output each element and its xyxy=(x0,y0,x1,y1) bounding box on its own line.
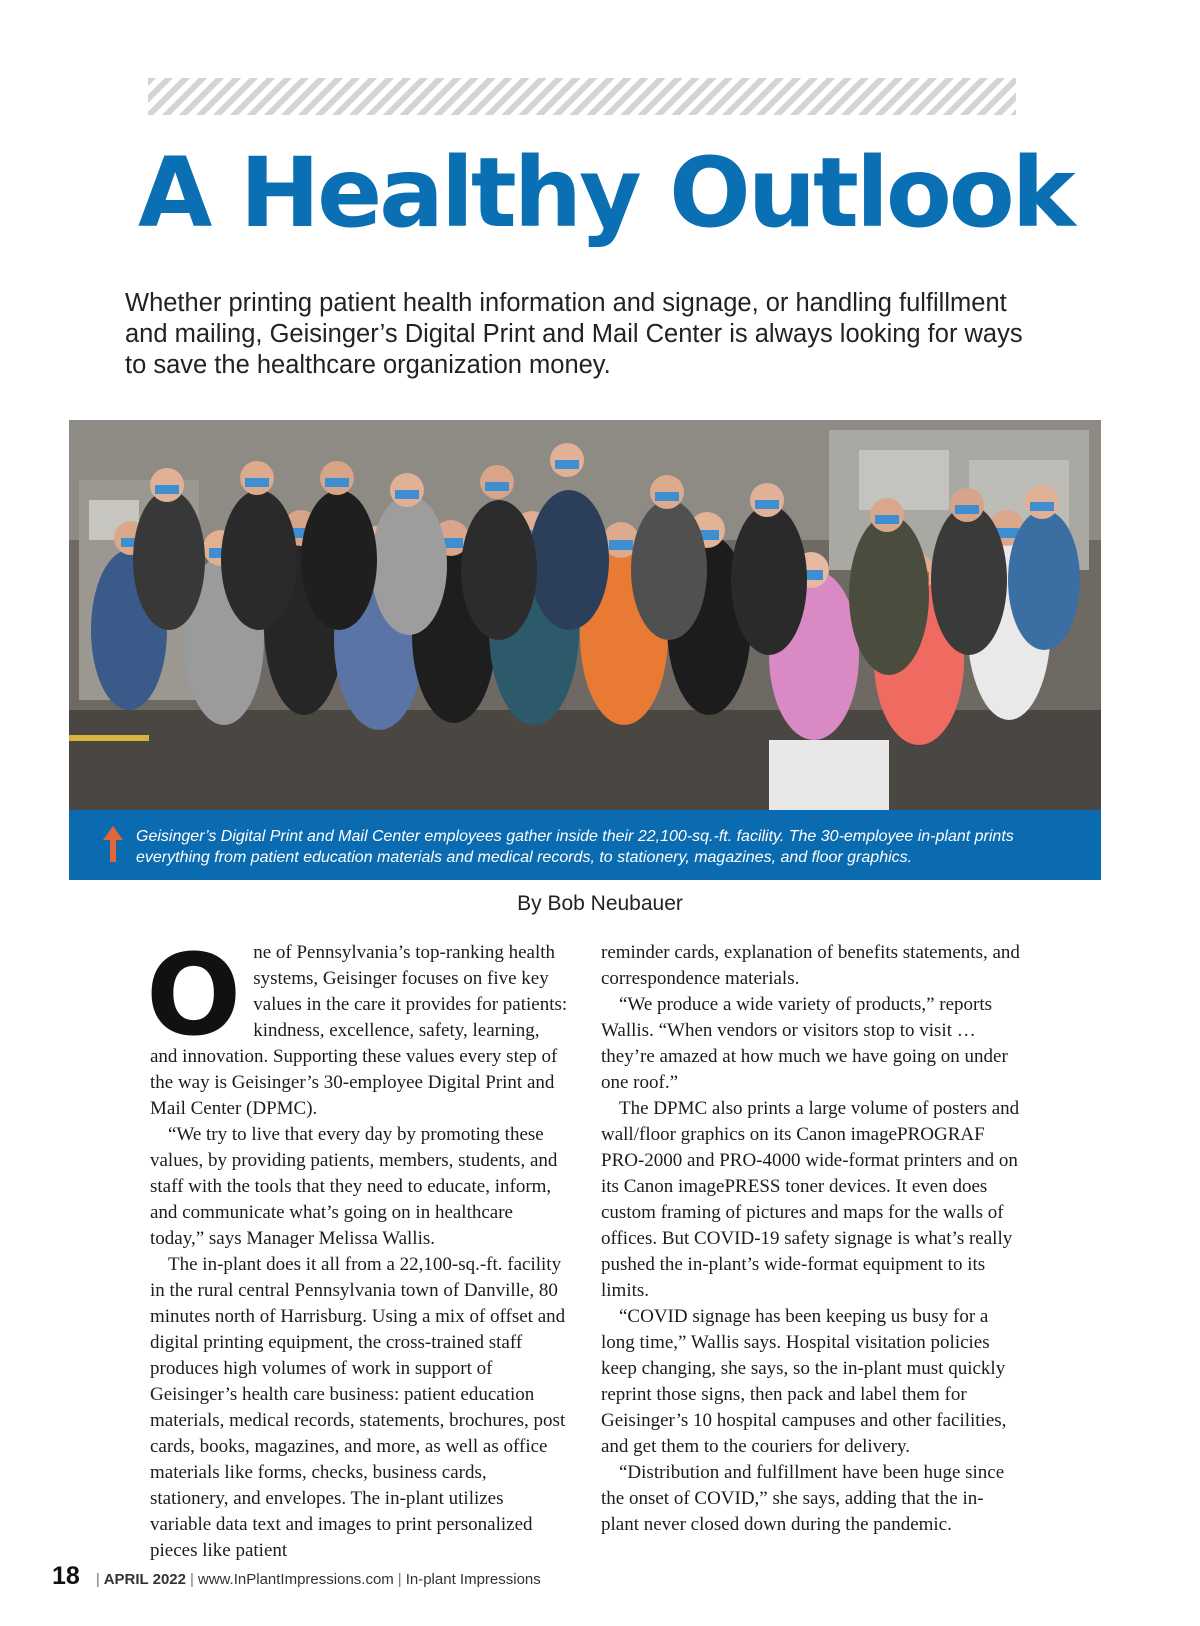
photo-caption-bar xyxy=(69,810,1101,880)
body-paragraph: “Distribution and fulfillment have been huge since the onset of COVID,” she says, adding that the in-plant never closed down during the pandemic. xyxy=(601,1462,1005,1535)
decorative-stripe-bar xyxy=(148,78,1016,115)
page-number: 18 xyxy=(52,1562,80,1590)
footer-separator: | xyxy=(95,1571,100,1588)
publication-name: In-plant Impressions xyxy=(405,1571,541,1588)
body-paragraph: “We produce a wide variety of products,” reports Wallis. “When vendors or visitors stop to visit … they’re amazed at how much we have going on under one roof.” xyxy=(601,994,1008,1093)
article-deck: Whether printing patient health information and signage, or handling fulfillment and mailing, Geisinger’s Digital Print and Mail Center is always looking for ways to save the healthcare organization money. xyxy=(125,289,1023,379)
group-photo xyxy=(69,420,1101,810)
body-paragraph: One of Pennsylvania’s top-ranking health systems, Geisinger focuses on five key values in the care it provides for patients: kindness, excellence, safety, learning, and innovation. Supporting these values every step of the way is Geisinger’s 30-employee Digital Print and Mail Center (DPMC). xyxy=(146,931,568,1119)
byline: By Bob Neubauer xyxy=(517,892,683,915)
page-footer xyxy=(52,1562,541,1591)
article-column-left xyxy=(146,931,568,1564)
website-link[interactable]: www.InPlantImpressions.com xyxy=(197,1571,394,1588)
body-paragraph: “We try to live that every day by promoting these values, by providing patients, members, students, and staff with the tools that they need to educate, inform, and communicate what’s going on in healthcare today,” says Manager Melissa Wallis. xyxy=(150,1124,558,1249)
body-paragraph: reminder cards, explanation of benefits statements, and correspondence materials. xyxy=(601,942,1020,989)
body-paragraph: The DPMC also prints a large volume of posters and wall/floor graphics on its Canon imagePROGRAF PRO-2000 and PRO-4000 wide-format printers and on its Canon imagePRESS toner devices. It even does custom framing of pictures and maps for the walls of offices. But COVID-19 safety signage is what’s really pushed the in-plant’s wide-format equipment to its limits. xyxy=(601,1098,1020,1301)
photo-caption: Geisinger’s Digital Print and Mail Center employees gather inside their 22,100-sq.-ft. facility. The 30-employee in-plant prints everything from patient education materials and medical records, to stationery, magazines, and floor graphics. xyxy=(136,828,1014,866)
article-title: A Healthy Outlook xyxy=(138,137,1073,249)
up-arrow-icon xyxy=(101,824,125,864)
footer-separator: | xyxy=(397,1571,402,1588)
issue-date: APRIL 2022 xyxy=(103,1571,186,1588)
drop-cap: O xyxy=(146,931,242,1061)
body-paragraph: “COVID signage has been keeping us busy for a long time,” Wallis says. Hospital visitation policies keep changing, she says, so the in-plant must quickly reprint those signs, then pack and label them for Geisinger’s 10 hospital campuses and other facilities, and get them to the couriers for delivery. xyxy=(601,1306,1007,1457)
article-column-right xyxy=(601,940,1021,1538)
footer-separator: | xyxy=(189,1571,194,1588)
body-paragraph: The in-plant does it all from a 22,100-sq.-ft. facility in the rural central Pennsylvania town of Danville, 80 minutes north of Harrisburg. Using a mix of offset and digital printing equipment, the cross-trained staff produces high volumes of work in support of Geisinger’s health care business: patient education materials, medical records, statements, brochures, post cards, books, magazines, and more, as well as office materials like forms, checks, business cards, stationery, and envelopes. The in-plant utilizes variable data text and images to print personalized pieces like patient xyxy=(150,1254,566,1561)
